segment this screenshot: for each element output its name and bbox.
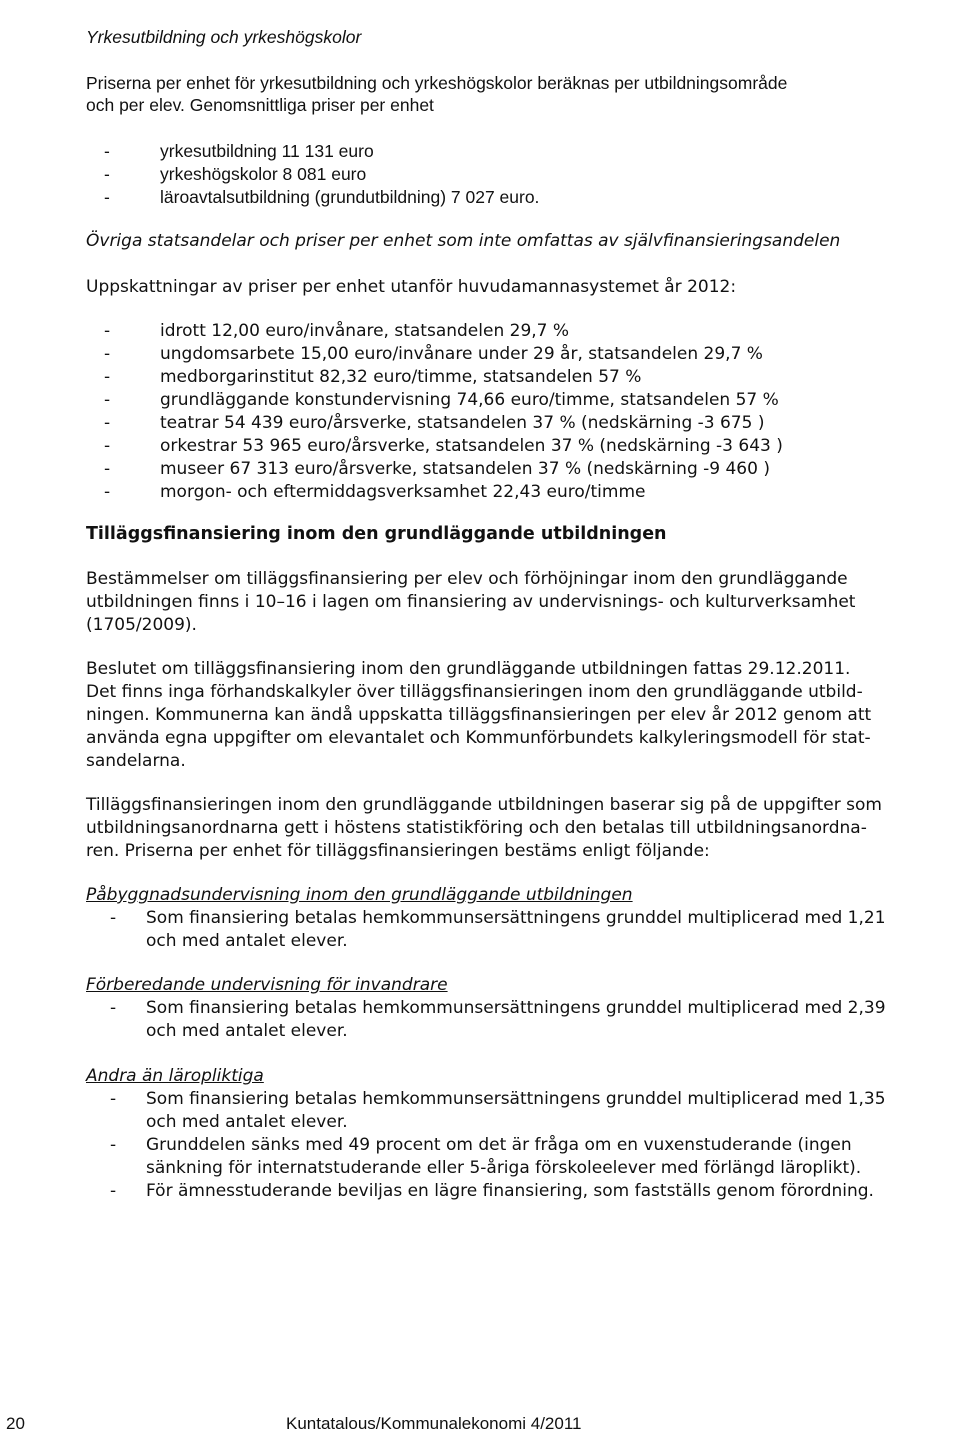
unit-price-list <box>86 320 952 504</box>
list-item: - grundläggande konstundervisning 74,66 euro/timme, statsandelen 57 % <box>104 390 779 410</box>
list-item: - morgon- och eftermiddagsverksamhet 22,43 euro/timme <box>104 482 646 502</box>
subsection-list <box>86 997 952 1043</box>
list-item: - Som finansiering betalas hemkommunsersättningens grunddel multiplicerad med 2,39 och med antalet elever. <box>110 998 886 1041</box>
list-item: - idrott 12,00 euro/invånare, statsandelen 29,7 % <box>104 321 570 341</box>
section-heading-ovriga: Övriga statsandelar och priser per enhet som inte omfattas av självfinansieringsandelen <box>86 231 841 251</box>
price-list <box>86 140 952 209</box>
list-item: - Som finansiering betalas hemkommunsersättningens grunddel multiplicerad med 1,35 och med antalet elever. <box>110 1089 886 1132</box>
page-number: 20 <box>6 1414 25 1433</box>
paragraph-line: och per elev. Genomsnittliga priser per enhet <box>86 95 434 115</box>
subsection-heading: Andra än läropliktiga <box>86 1066 264 1086</box>
subsection-heading: Förberedande undervisning för invandrare <box>86 975 448 995</box>
list-item: - museer 67 313 euro/årsverke, statsandelen 37 % (nedskärning -9 460 ) <box>104 459 770 479</box>
subsection-heading: Påbyggnadsundervisning inom den grundläggande utbildningen <box>86 885 633 905</box>
list-item: - Som finansiering betalas hemkommunsersättningens grunddel multiplicerad med 1,21 och med antalet elever. <box>110 908 886 951</box>
paragraph: Tilläggsfinansieringen inom den grundläggande utbildningen baserar sig på de uppgifter som utbildningsanordnarna gett i höstens statistikföring och den betalas till utbildningsanordna- ren. Priserna per enhet för tilläggsfinansieringen bestäms enligt följande: <box>86 795 882 861</box>
list-item: - medborgarinstitut 82,32 euro/timme, statsandelen 57 % <box>104 367 642 387</box>
list-item: - läroavtalsutbildning (grundutbildning) 7 027 euro. <box>104 187 540 207</box>
list-item: - För ämnesstuderande beviljas en lägre finansiering, som fastställs genom förordning. <box>110 1181 874 1201</box>
paragraph-line: Priserna per enhet för yrkesutbildning och yrkeshögskolor beräknas per utbildningsområde <box>86 73 788 93</box>
list-item: - yrkesutbildning 11 131 euro <box>104 141 374 161</box>
section-heading-yrkesutbildning: Yrkesutbildning och yrkeshögskolor <box>86 27 362 47</box>
section-heading-tillaggsfinansiering: Tilläggsfinansiering inom den grundläggande utbildningen <box>86 524 667 544</box>
list-item: - yrkeshögskolor 8 081 euro <box>104 164 367 184</box>
list-item: - orkestrar 53 965 euro/årsverke, statsandelen 37 % (nedskärning -3 643 ) <box>104 436 783 456</box>
list-item: - teatrar 54 439 euro/årsverke, statsandelen 37 % (nedskärning -3 675 ) <box>104 413 765 433</box>
list-item: - Grunddelen sänks med 49 procent om det är fråga om en vuxenstuderande (ingen sänkning för internatstuderande eller 5-åriga förskoleelever med förlängd läroplikt). <box>110 1135 862 1178</box>
section-intro: Uppskattningar av priser per enhet utanför huvudamannasystemet år 2012: <box>86 277 737 297</box>
subsection-list <box>86 1088 952 1203</box>
publication-name: Kuntatalous/Kommunalekonomi 4/2011 <box>286 1414 582 1433</box>
subsection-list <box>86 907 952 953</box>
list-item: - ungdomsarbete 15,00 euro/invånare under 29 år, statsandelen 29,7 % <box>104 344 763 364</box>
paragraph: Bestämmelser om tilläggsfinansiering per elev och förhöjningar inom den grundläggande utbildningen finns i 10–16 i lagen om finansiering av undervisnings- och kulturverksamhet (1705/2009). <box>86 569 856 635</box>
paragraph: Beslutet om tilläggsfinansiering inom den grundläggande utbildningen fattas 29.12.2011. Det finns inga förhandskalkyler över tilläggsfinansieringen inom den grundläggande utbild- ningen. Kommunerna kan ändå uppskatta tilläggsfinansieringen per elev år 2012 genom att använda egna uppgifter om elevantalet och Kommunförbundets kalkyleringsmodell för stat- sandelarna. <box>86 659 872 771</box>
